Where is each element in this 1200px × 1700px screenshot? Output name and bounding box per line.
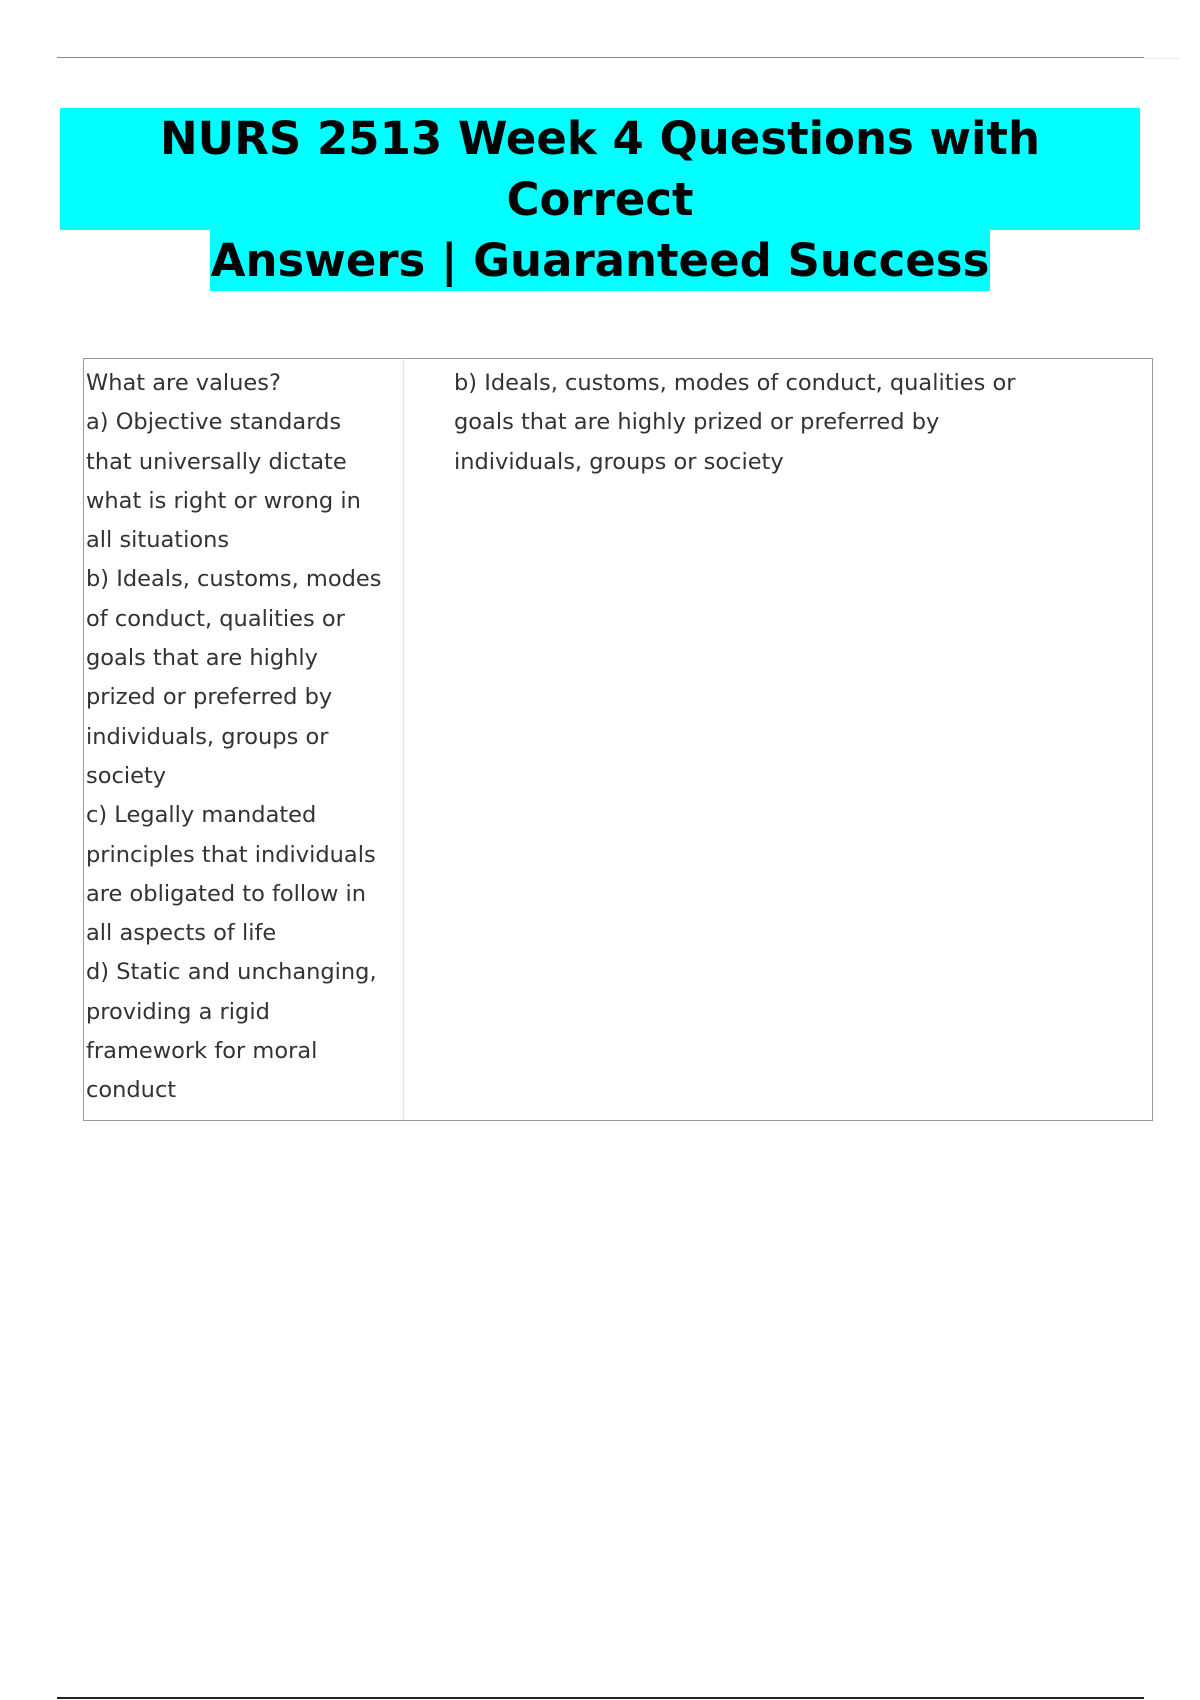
question-line: what is right or wrong in (86, 487, 361, 514)
question-line: What are values? (86, 370, 281, 396)
question-line: d) Static and unchanging, (86, 959, 377, 986)
question-line: are obligated to follow in (86, 880, 367, 907)
header-rule-fade (1144, 58, 1179, 59)
title-line-1: NURS 2513 Week 4 Questions with Correct (60, 108, 1140, 230)
answer-line: individuals, groups or society (454, 448, 784, 475)
document-title (60, 108, 1140, 291)
question-answer-table (83, 358, 1153, 1121)
question-line: a) Objective standards (86, 409, 342, 436)
question-line: b) Ideals, customs, modes (86, 566, 382, 593)
question-line: goals that are highly (86, 645, 318, 672)
question-line: prized or preferred by (86, 684, 333, 711)
question-line: that universally dictate (86, 448, 347, 475)
question-line: all situations (86, 527, 230, 554)
header-rule (57, 57, 1144, 58)
question-cell (86, 364, 386, 1111)
question-line: conduct (86, 1077, 177, 1104)
question-line: society (86, 762, 167, 789)
answer-cell (454, 364, 1054, 482)
question-line: all aspects of life (86, 920, 277, 947)
question-line: framework for moral (86, 1038, 318, 1065)
question-line: providing a rigid (86, 998, 270, 1025)
question-line: individuals, groups or (86, 723, 329, 750)
question-line: principles that individuals (86, 841, 376, 868)
answer-line: goals that are highly prized or preferred by (454, 409, 940, 436)
answer-line: b) Ideals, customs, modes of conduct, qualities or (454, 370, 1016, 396)
footer-rule (57, 1697, 1144, 1699)
column-divider (403, 359, 404, 1120)
question-line: c) Legally mandated (86, 802, 317, 829)
title-line-2: Answers | Guaranteed Success (210, 230, 991, 291)
question-line: of conduct, qualities or (86, 605, 345, 632)
